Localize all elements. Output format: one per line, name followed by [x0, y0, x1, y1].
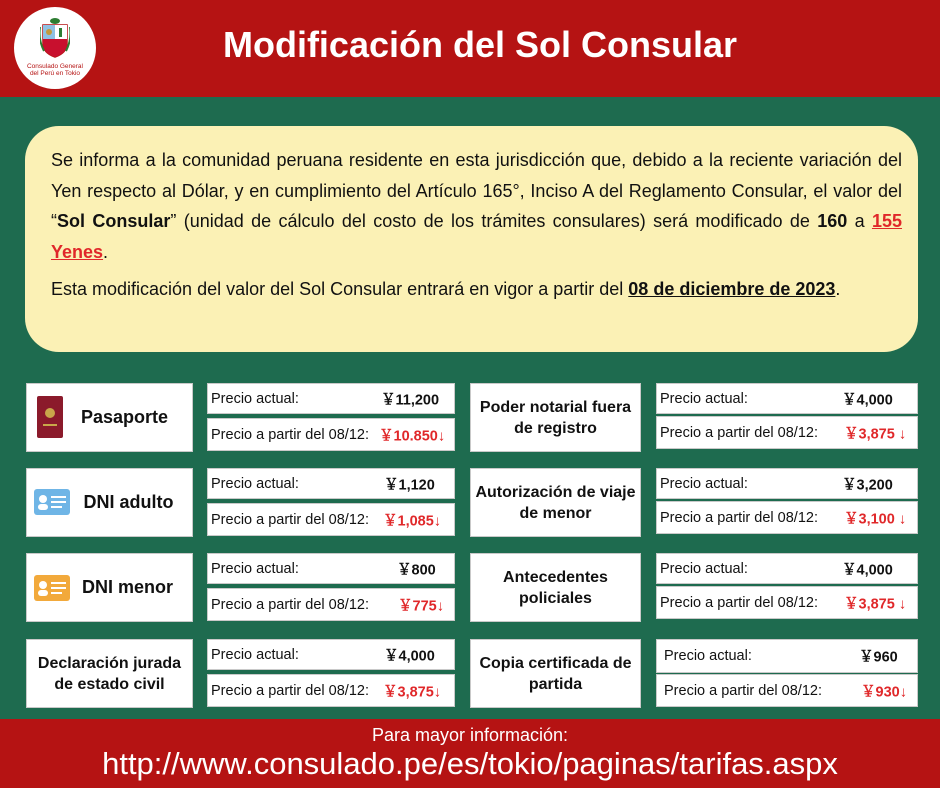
dni-adult-card-icon [34, 489, 70, 515]
new-value-highlight: 155 Yenes [51, 211, 903, 262]
header-bar [0, 0, 940, 97]
current-price-copia-certificada: Precio actual: ￥960 [656, 639, 918, 673]
service-card-poder-notarial: Poder notarial fuera de registro [470, 383, 641, 452]
current-price-declaracion-jurada: Precio actual: ￥4,000 [207, 639, 455, 670]
footer-url: http://www.consulado.pe/es/tokio/paginas/tarifas.aspx [102, 746, 838, 781]
service-card-dni-menor: DNI menor [26, 553, 193, 622]
service-card-copia-certificada: Copia certificada de partida [470, 639, 641, 708]
service-card-antecedentes: Antecedentes policiales [470, 553, 641, 622]
service-card-declaracion-jurada: Declaración jurada de estado civil [26, 639, 193, 708]
new-price-poder-notarial: Precio a partir del 08/12: ￥3,875 ↓ [656, 416, 918, 449]
new-price-copia-certificada: Precio a partir del 08/12: ￥930↓ [656, 674, 918, 707]
footer-info-label: Para mayor información: [371, 725, 569, 745]
notice-paragraph-2: Esta modificación del valor del Sol Consular entrará en vigor a partir del 08 de diciembre de 2023. [51, 279, 841, 299]
service-card-pasaporte: Pasaporte [26, 383, 193, 452]
current-price-antecedentes: Precio actual: ￥4,000 [656, 553, 918, 584]
footer-bar [0, 719, 940, 788]
current-price-autorizacion-viaje: Precio actual: ￥3,200 [656, 468, 918, 499]
new-price-pasaporte: Precio a partir del 08/12: ￥10.850↓ [207, 418, 455, 451]
notice-paragraph-1: Se informa a la comunidad peruana residente en esta jurisdicción que, debido a la reciente variación del Yen respecto al Dólar, y en cumplimiento del Artículo 165°, Inciso A del Reglamento Consular, el valor del “Sol Consular” (unidad de cálculo del costo de los trámites consulares) será modificado de 160 a 155 Yenes. [51, 150, 903, 262]
new-price-antecedentes: Precio a partir del 08/12: ￥3,875 ↓ [656, 586, 918, 619]
current-price-dni-menor: Precio actual: ￥800 [207, 553, 455, 584]
new-price-autorizacion-viaje: Precio a partir del 08/12: ￥3,100 ↓ [656, 501, 918, 534]
consulate-logo [14, 7, 96, 89]
logo-caption: Consulado General del Perú en Tokio [26, 63, 83, 77]
page-title: Modificación del Sol Consular [222, 24, 738, 65]
effective-date: 08 de diciembre de 2023 [628, 279, 836, 299]
current-price-pasaporte: Precio actual: ￥11,200 [207, 383, 455, 414]
service-card-autorizacion-viaje: Autorización de viaje de menor [470, 468, 641, 537]
passport-icon [37, 396, 63, 438]
current-price-dni-adulto: Precio actual: ￥1,120 [207, 468, 455, 499]
service-card-dni-adulto: DNI adulto [26, 468, 193, 537]
current-price-poder-notarial: Precio actual: ￥4,000 [656, 383, 918, 414]
dni-minor-card-icon [34, 575, 70, 601]
notice-panel [25, 126, 918, 352]
new-price-dni-menor: Precio a partir del 08/12: ￥775↓ [207, 588, 455, 621]
new-price-dni-adulto: Precio a partir del 08/12: ￥1,085↓ [207, 503, 455, 536]
peru-coat-of-arms-icon [40, 17, 70, 59]
new-price-declaracion-jurada: Precio a partir del 08/12: ￥3,875↓ [207, 674, 455, 707]
